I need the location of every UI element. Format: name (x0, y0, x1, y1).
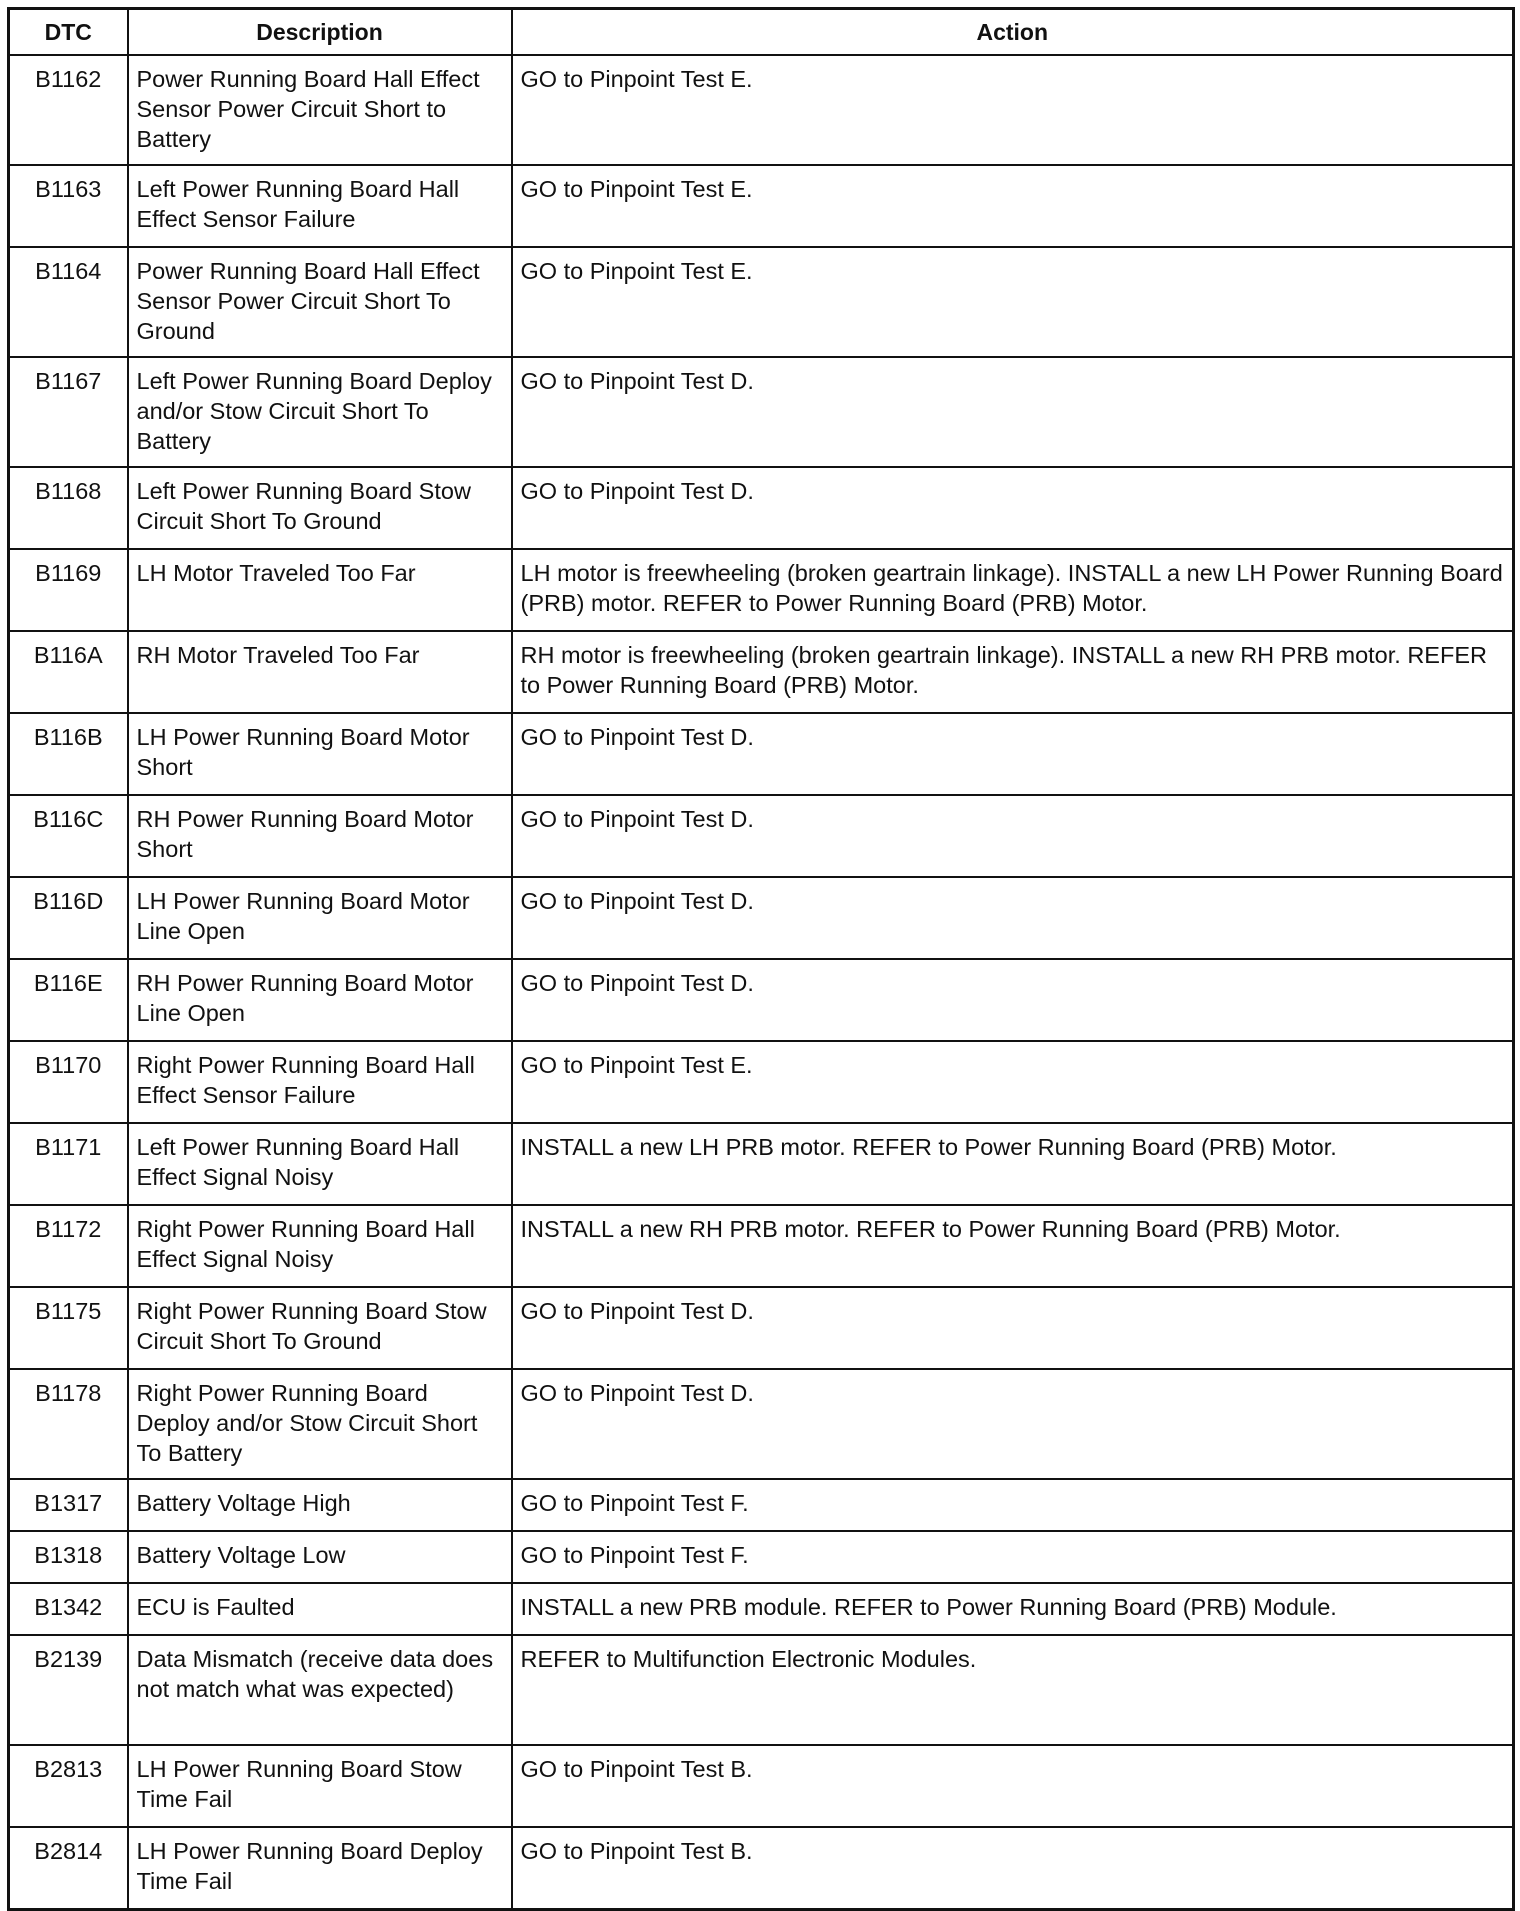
dtc-description: Left Power Running Board Deploy and/or Stow Circuit Short To Battery (128, 357, 512, 467)
dtc-description: RH Motor Traveled Too Far (128, 631, 512, 713)
dtc-action: REFER to Multifunction Electronic Modules. (512, 1635, 1514, 1745)
dtc-code: B1317 (9, 1479, 128, 1531)
dtc-description: Right Power Running Board Stow Circuit Short To Ground (128, 1287, 512, 1369)
dtc-action: GO to Pinpoint Test F. (512, 1479, 1514, 1531)
table-row (9, 877, 1514, 959)
dtc-action: INSTALL a new LH PRB motor. REFER to Power Running Board (PRB) Motor. (512, 1123, 1514, 1205)
table-header-row (9, 9, 1514, 56)
dtc-description: LH Power Running Board Stow Time Fail (128, 1745, 512, 1827)
dtc-code: B1171 (9, 1123, 128, 1205)
dtc-code: B1342 (9, 1583, 128, 1635)
table-row (9, 1583, 1514, 1635)
dtc-code: B1162 (9, 55, 128, 165)
table-row (9, 713, 1514, 795)
dtc-action: GO to Pinpoint Test B. (512, 1745, 1514, 1827)
dtc-description: RH Power Running Board Motor Short (128, 795, 512, 877)
dtc-action: GO to Pinpoint Test F. (512, 1531, 1514, 1583)
dtc-description: Right Power Running Board Hall Effect Sensor Failure (128, 1041, 512, 1123)
dtc-description: Left Power Running Board Hall Effect Sensor Failure (128, 165, 512, 247)
dtc-description: LH Motor Traveled Too Far (128, 549, 512, 631)
dtc-code: B1318 (9, 1531, 128, 1583)
dtc-code: B116D (9, 877, 128, 959)
dtc-action: INSTALL a new RH PRB motor. REFER to Power Running Board (PRB) Motor. (512, 1205, 1514, 1287)
dtc-action: LH motor is freewheeling (broken geartrain linkage). INSTALL a new LH Power Running Board (PRB) motor. REFER to Power Running Board (PRB) Motor. (512, 549, 1514, 631)
dtc-description: LH Power Running Board Deploy Time Fail (128, 1827, 512, 1910)
dtc-action: GO to Pinpoint Test D. (512, 959, 1514, 1041)
dtc-action: GO to Pinpoint Test D. (512, 877, 1514, 959)
dtc-description: LH Power Running Board Motor Line Open (128, 877, 512, 959)
dtc-action: GO to Pinpoint Test E. (512, 55, 1514, 165)
table-row (9, 1287, 1514, 1369)
table-row (9, 357, 1514, 467)
dtc-code: B116A (9, 631, 128, 713)
dtc-code: B1168 (9, 467, 128, 549)
header-action: Action (512, 9, 1514, 56)
dtc-action: RH motor is freewheeling (broken geartrain linkage). INSTALL a new RH PRB motor. REFER to Power Running Board (PRB) Motor. (512, 631, 1514, 713)
dtc-description: ECU is Faulted (128, 1583, 512, 1635)
dtc-description: Power Running Board Hall Effect Sensor Power Circuit Short to Battery (128, 55, 512, 165)
table-row (9, 1479, 1514, 1531)
table-row (9, 795, 1514, 877)
dtc-code: B1164 (9, 247, 128, 357)
dtc-code: B1170 (9, 1041, 128, 1123)
table-row (9, 1635, 1514, 1745)
table-row (9, 549, 1514, 631)
dtc-description: Data Mismatch (receive data does not match what was expected) (128, 1635, 512, 1745)
dtc-code: B1167 (9, 357, 128, 467)
dtc-code: B1163 (9, 165, 128, 247)
table-row (9, 1123, 1514, 1205)
table-row (9, 1531, 1514, 1583)
dtc-description: Battery Voltage Low (128, 1531, 512, 1583)
header-dtc: DTC (9, 9, 128, 56)
dtc-action: GO to Pinpoint Test E. (512, 165, 1514, 247)
dtc-code: B1169 (9, 549, 128, 631)
table-row (9, 165, 1514, 247)
table-row (9, 631, 1514, 713)
table-row (9, 1827, 1514, 1910)
header-description: Description (128, 9, 512, 56)
table-row (9, 1369, 1514, 1479)
dtc-description: Left Power Running Board Stow Circuit Short To Ground (128, 467, 512, 549)
dtc-description: RH Power Running Board Motor Line Open (128, 959, 512, 1041)
dtc-action: GO to Pinpoint Test D. (512, 467, 1514, 549)
dtc-description: Right Power Running Board Deploy and/or Stow Circuit Short To Battery (128, 1369, 512, 1479)
dtc-action: GO to Pinpoint Test D. (512, 1369, 1514, 1479)
dtc-action: GO to Pinpoint Test D. (512, 713, 1514, 795)
dtc-description: Left Power Running Board Hall Effect Signal Noisy (128, 1123, 512, 1205)
dtc-action: GO to Pinpoint Test E. (512, 247, 1514, 357)
table-row (9, 1041, 1514, 1123)
dtc-code: B116C (9, 795, 128, 877)
table-row (9, 247, 1514, 357)
dtc-action: INSTALL a new PRB module. REFER to Power Running Board (PRB) Module. (512, 1583, 1514, 1635)
dtc-description: LH Power Running Board Motor Short (128, 713, 512, 795)
dtc-description: Right Power Running Board Hall Effect Signal Noisy (128, 1205, 512, 1287)
dtc-code: B1178 (9, 1369, 128, 1479)
dtc-description: Battery Voltage High (128, 1479, 512, 1531)
table-row (9, 467, 1514, 549)
dtc-action: GO to Pinpoint Test D. (512, 795, 1514, 877)
table-row (9, 1205, 1514, 1287)
dtc-code: B2139 (9, 1635, 128, 1745)
dtc-code: B2813 (9, 1745, 128, 1827)
table-row (9, 959, 1514, 1041)
dtc-description: Power Running Board Hall Effect Sensor Power Circuit Short To Ground (128, 247, 512, 357)
dtc-action: GO to Pinpoint Test D. (512, 357, 1514, 467)
dtc-action: GO to Pinpoint Test D. (512, 1287, 1514, 1369)
dtc-action: GO to Pinpoint Test E. (512, 1041, 1514, 1123)
dtc-code: B1172 (9, 1205, 128, 1287)
table-row (9, 55, 1514, 165)
dtc-code: B2814 (9, 1827, 128, 1910)
dtc-action: GO to Pinpoint Test B. (512, 1827, 1514, 1910)
dtc-table (7, 7, 1515, 1911)
dtc-code: B116E (9, 959, 128, 1041)
dtc-code: B116B (9, 713, 128, 795)
table-row (9, 1745, 1514, 1827)
dtc-code: B1175 (9, 1287, 128, 1369)
